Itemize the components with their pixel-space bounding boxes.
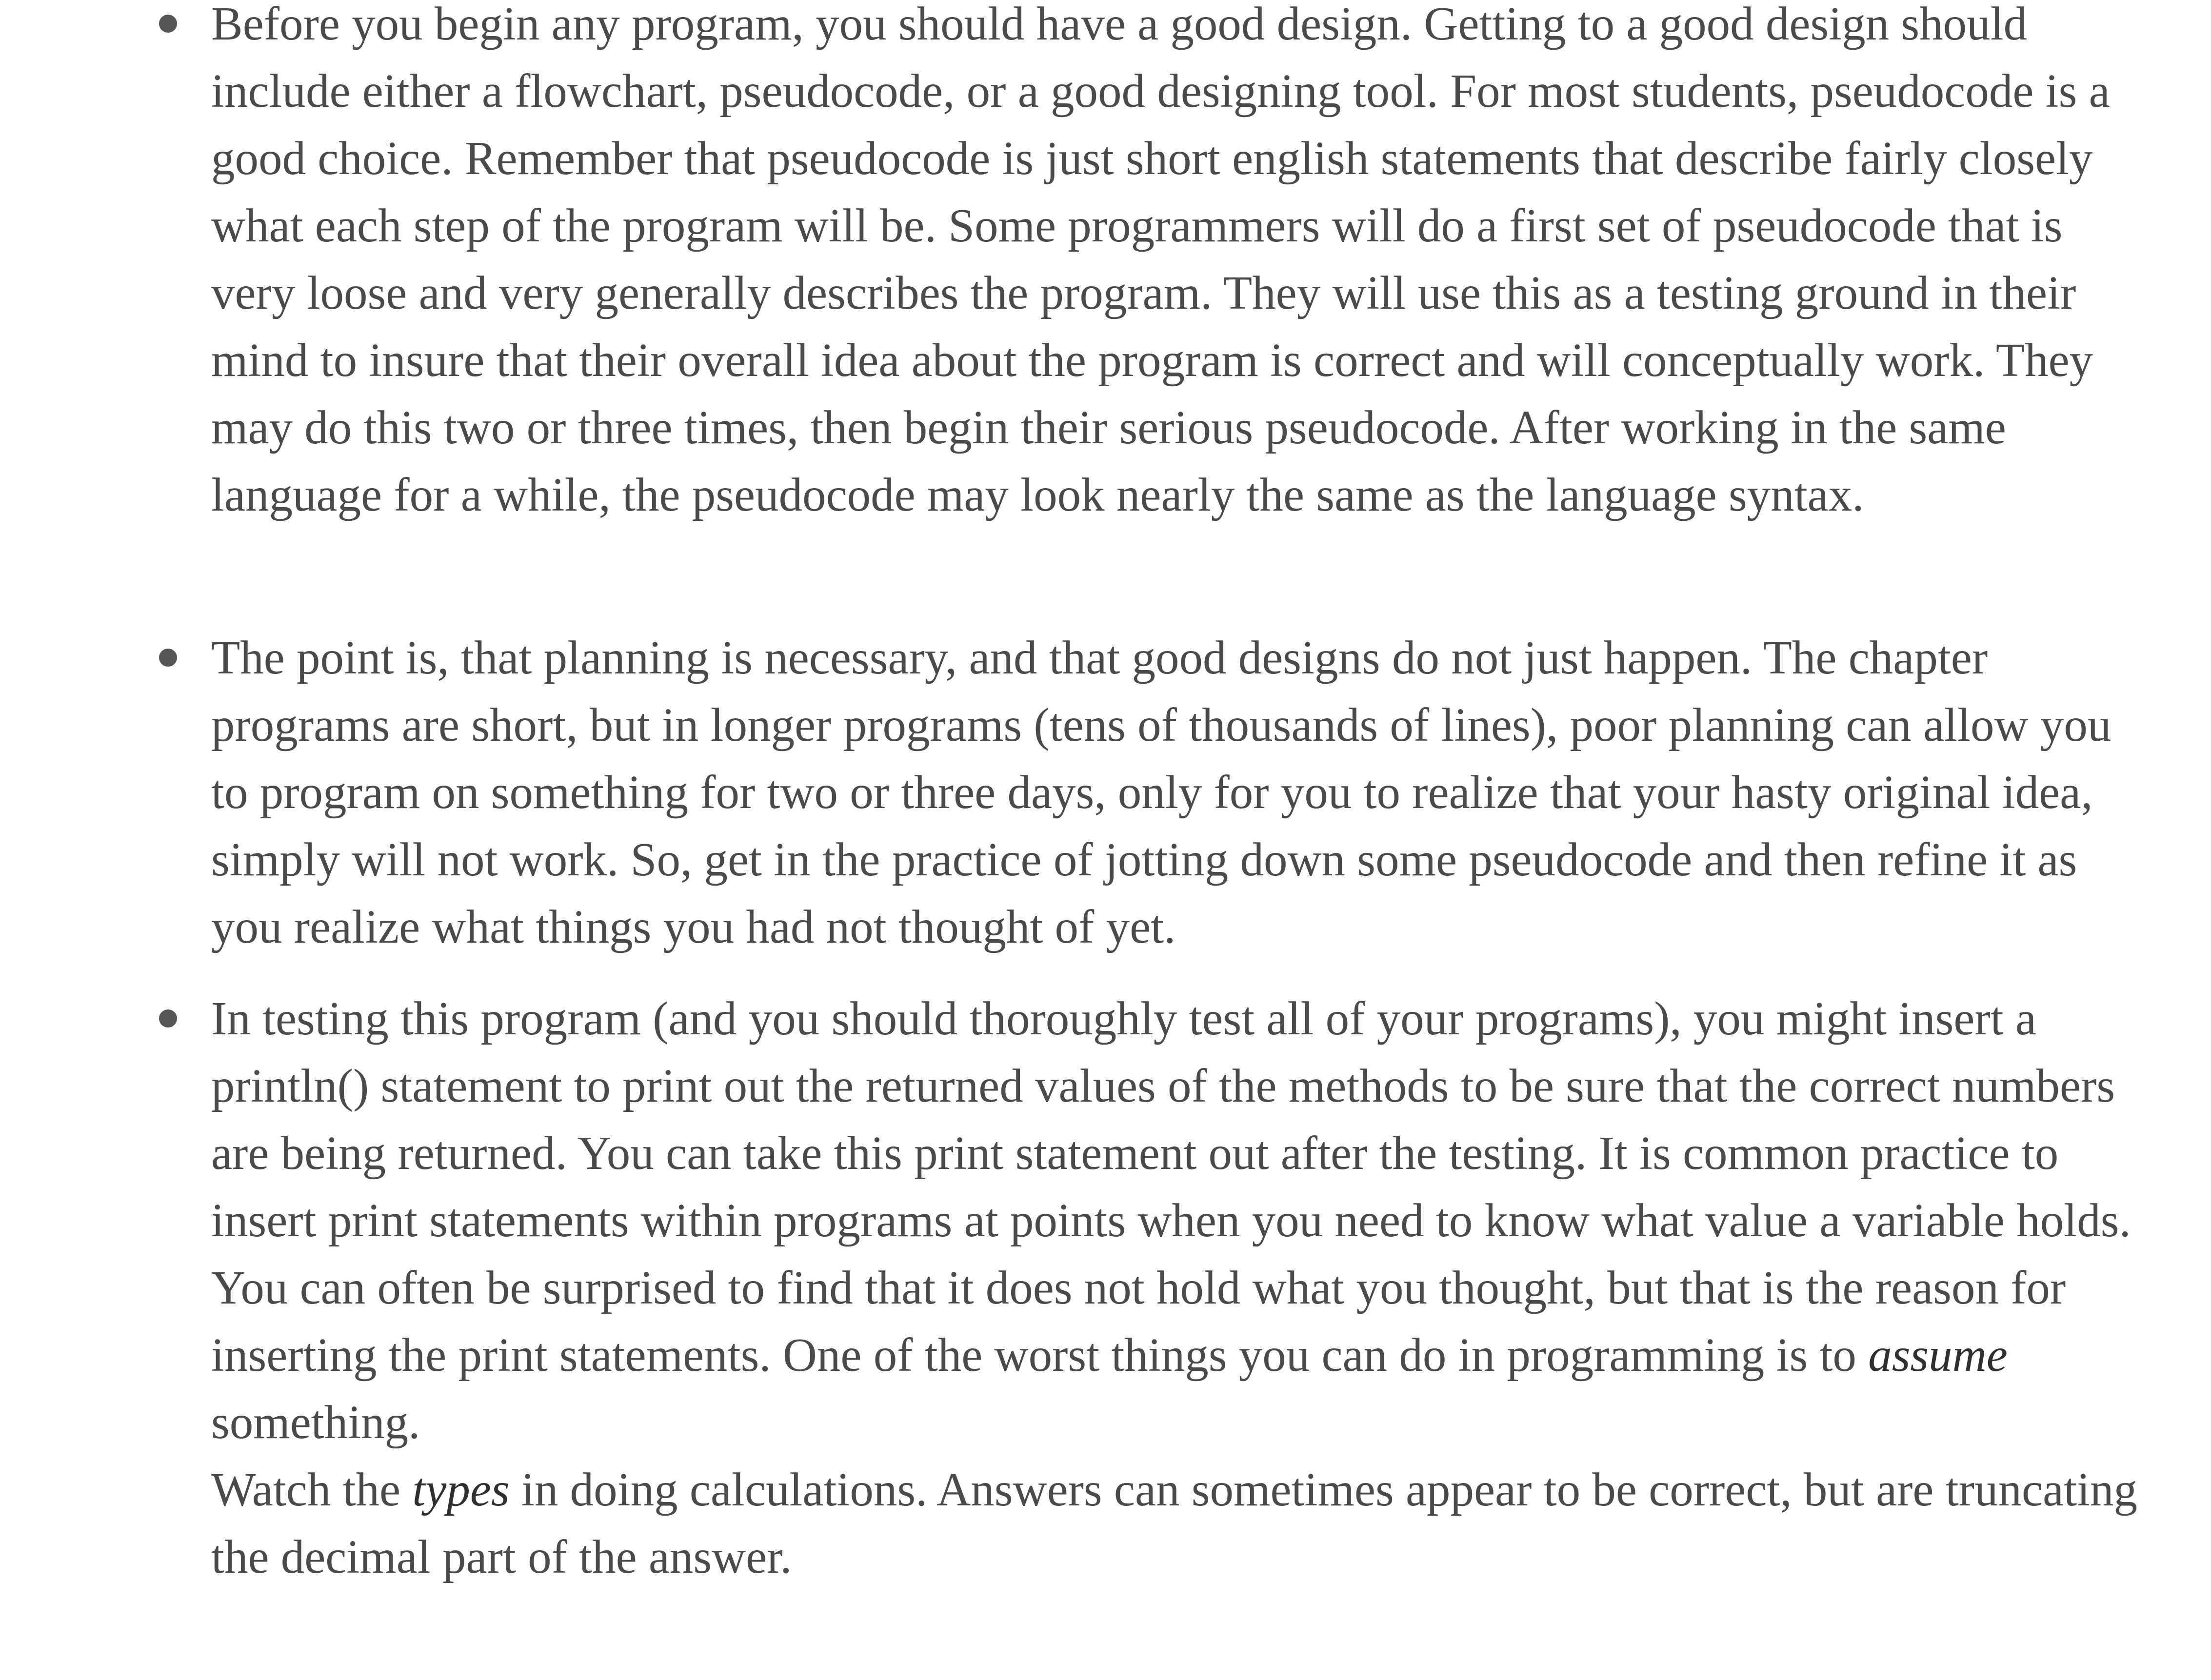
- bullet-item-testing: [0, 985, 2211, 1591]
- bullet-dot-icon: [159, 649, 177, 667]
- text-segment: something.: [211, 1396, 420, 1448]
- text-segment: in doing calculations. Answers can sometimes appear to be correct, but are truncating the decimal part of the answer.: [211, 1463, 2137, 1583]
- bullet-item-design: [0, 0, 2211, 529]
- emphasis-types: types: [412, 1463, 510, 1516]
- bullet-dot-icon: [159, 1009, 177, 1028]
- bullet-text: Before you begin any program, you should have a good design. Getting to a good design should include either a flowchart, pseudocode, or a good designing tool. For most students, pseudocode is a good choice. Remember that pseudocode is just short english statements that describe fairly closely what each step of the program will be. Some programmers will do a first set of pseudocode that is very loose and very generally describes the program. They will use this as a testing ground in their mind to insure that their overall idea about the program is correct and will conceptually work. They may do this two or three times, then begin their serious pseudocode. After working in the same language for a while, the pseudocode may look nearly the same as the language syntax.: [211, 0, 2110, 521]
- emphasis-assume: assume: [1868, 1329, 2008, 1381]
- bullet-text-testing: [211, 985, 2138, 1456]
- text-segment: In testing this program (and you should thoroughly test all of your programs), you might insert a println() statement to print out the returned values of the methods to be sure that the correct numbers are being returned. You can take this print statement out after the testing. It is common practice to insert print statements within programs at points when you need to know what value a variable holds. You can often be surprised to find that it does not hold what you thought, but that is the reason for inserting the print statements. One of the worst things you can do in programming is to: [211, 992, 2131, 1381]
- text-segment: Watch the: [211, 1463, 413, 1516]
- bullet-text: The point is, that planning is necessary, and that good designs do not just happen. The chapter programs are short, but in longer programs (tens of thousands of lines), poor planning can allow you to program on something for two or three days, only for you to realize that your hasty original idea, simply will not work. So, get in the practice of jotting down some pseudocode and then refine it as you realize what things you had not thought of yet.: [211, 632, 2111, 953]
- bullet-item-planning: [0, 624, 2211, 961]
- bullet-dot-icon: [159, 15, 177, 33]
- bullet-text-types: [211, 1456, 2138, 1591]
